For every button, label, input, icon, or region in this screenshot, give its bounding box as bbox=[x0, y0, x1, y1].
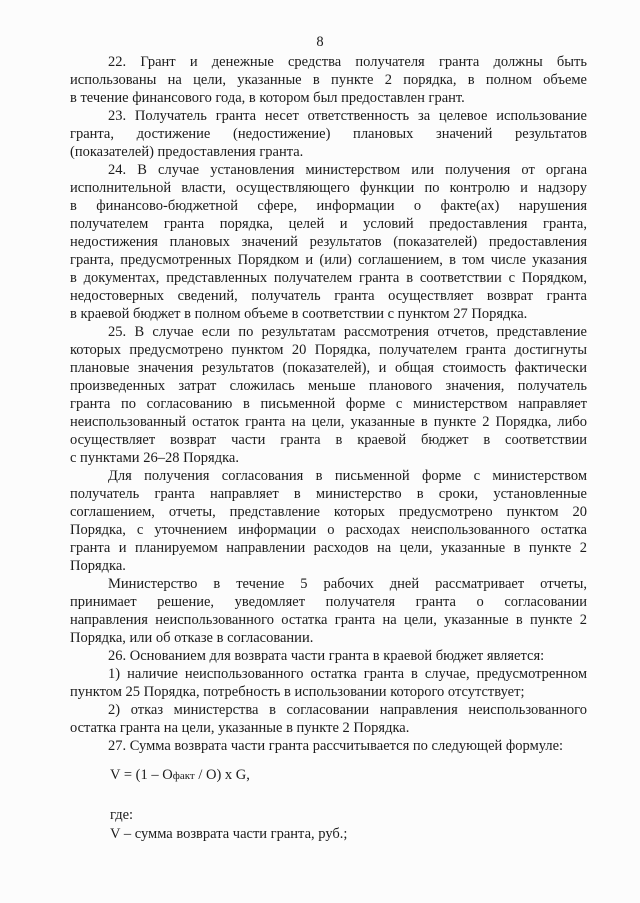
page-number: 8 bbox=[316, 34, 324, 50]
text-line: гранта по согласованию в письменной форме с министерством направляет bbox=[70, 396, 587, 412]
formula-subscript: факт bbox=[172, 770, 195, 782]
formula bbox=[110, 766, 250, 785]
text-line: направления неиспользованного остатка гранта на цели, указанные в пункте 2 bbox=[70, 612, 587, 628]
text-line: произведенных затрат сложилась меньше планового значения, получатель bbox=[70, 378, 587, 394]
text-line: 2) отказ министерства в согласовании направления неиспользованного bbox=[108, 702, 587, 718]
text-line: пунктом 25 Порядка, потребность в использовании которого отсутствует; bbox=[70, 684, 525, 700]
text-line: гранта, достижение (недостижение) плановых значений результатов bbox=[70, 126, 587, 142]
text-line: получателем гранта порядка, целей и условий предоставления гранта, bbox=[70, 216, 587, 232]
text-line: в течение финансового года, в котором был предоставлен грант. bbox=[70, 90, 465, 106]
text-line: остатка гранта на цели, указанные в пункте 2 Порядка. bbox=[70, 720, 410, 736]
text-line: недостоверных сведений, получатель гранта осуществляет возврат гранта bbox=[70, 288, 587, 304]
text-line: 23. Получатель гранта несет ответственность за целевое использование bbox=[108, 108, 587, 124]
text-line: которых предусмотрено пунктом 20 Порядка, получателем гранта достигнуты bbox=[70, 342, 587, 358]
text-line: 24. В случае установления министерством или получения от органа bbox=[108, 162, 587, 178]
text-line: неиспользованный остаток гранта на цели, указанные в пункте 2 Порядка, либо bbox=[70, 414, 587, 430]
text-line: Министерство в течение 5 рабочих дней рассматривает отчеты, bbox=[108, 576, 587, 592]
text-line: 1) наличие неиспользованного остатка гранта в случае, предусмотренном bbox=[108, 666, 587, 682]
text-line: в финансово-бюджетной сфере, информации о факте(ах) нарушения bbox=[70, 198, 587, 214]
legend-line: V – сумма возврата части гранта, руб.; bbox=[110, 826, 348, 842]
text-line: (показателей) предоставления гранта. bbox=[70, 144, 304, 160]
text-line: 25. В случае если по результатам рассмотрения отчетов, представление bbox=[108, 324, 587, 340]
text-line: Для получения согласования в письменной форме с министерством bbox=[108, 468, 587, 484]
formula-suffix: / O) x G, bbox=[194, 767, 250, 783]
text-line: принимает решение, уведомляет получателя гранта о согласовании bbox=[70, 594, 587, 610]
text-line: в краевой бюджет в полном объеме в соответствии с пунктом 27 Порядка. bbox=[70, 306, 528, 322]
text-line: Порядка. bbox=[70, 558, 126, 574]
text-line: Порядка, с уточнением информации о расходах неиспользованного остатка bbox=[70, 522, 587, 538]
text-line: получатель гранта направляет в министерство в сроки, установленные bbox=[70, 486, 587, 502]
text-line: плановые значения результатов (показателей), и общая стоимость фактически bbox=[70, 360, 587, 376]
text-line: в документах, представленных получателем гранта в соответствии с Порядком, bbox=[70, 270, 587, 286]
text-line: использованы на цели, указанные в пункте 2 порядка, в полном объеме bbox=[70, 72, 587, 88]
text-line: гранта и планируемом направлении расходов на цели, указанные в пункте 2 bbox=[70, 540, 587, 556]
legend-line: где: bbox=[110, 807, 134, 823]
text-line: исполнительной власти, осуществляющего функции по контролю и надзору bbox=[70, 180, 587, 196]
text-line: 22. Грант и денежные средства получателя гранта должны быть bbox=[108, 54, 587, 70]
text-line: 26. Основанием для возврата части гранта в краевой бюджет является: bbox=[108, 648, 545, 664]
formula-prefix: V = (1 – O bbox=[110, 767, 173, 783]
text-line: с пунктами 26–28 Порядка. bbox=[70, 450, 239, 466]
text-line: соглашением, отчеты, представление которых предусмотрено пунктом 20 bbox=[70, 504, 587, 520]
text-line: гранта, предусмотренных Порядком и (или) соглашением, в том числе указания bbox=[70, 252, 587, 268]
text-line: осуществляет возврат части гранта в краевой бюджет в соответствии bbox=[70, 432, 587, 448]
text-line: Порядка, или об отказе в согласовании. bbox=[70, 630, 314, 646]
text-line: недостижения плановых значений результатов (показателей) предоставления bbox=[70, 234, 587, 250]
text-line: 27. Сумма возврата части гранта рассчитывается по следующей формуле: bbox=[108, 738, 564, 754]
